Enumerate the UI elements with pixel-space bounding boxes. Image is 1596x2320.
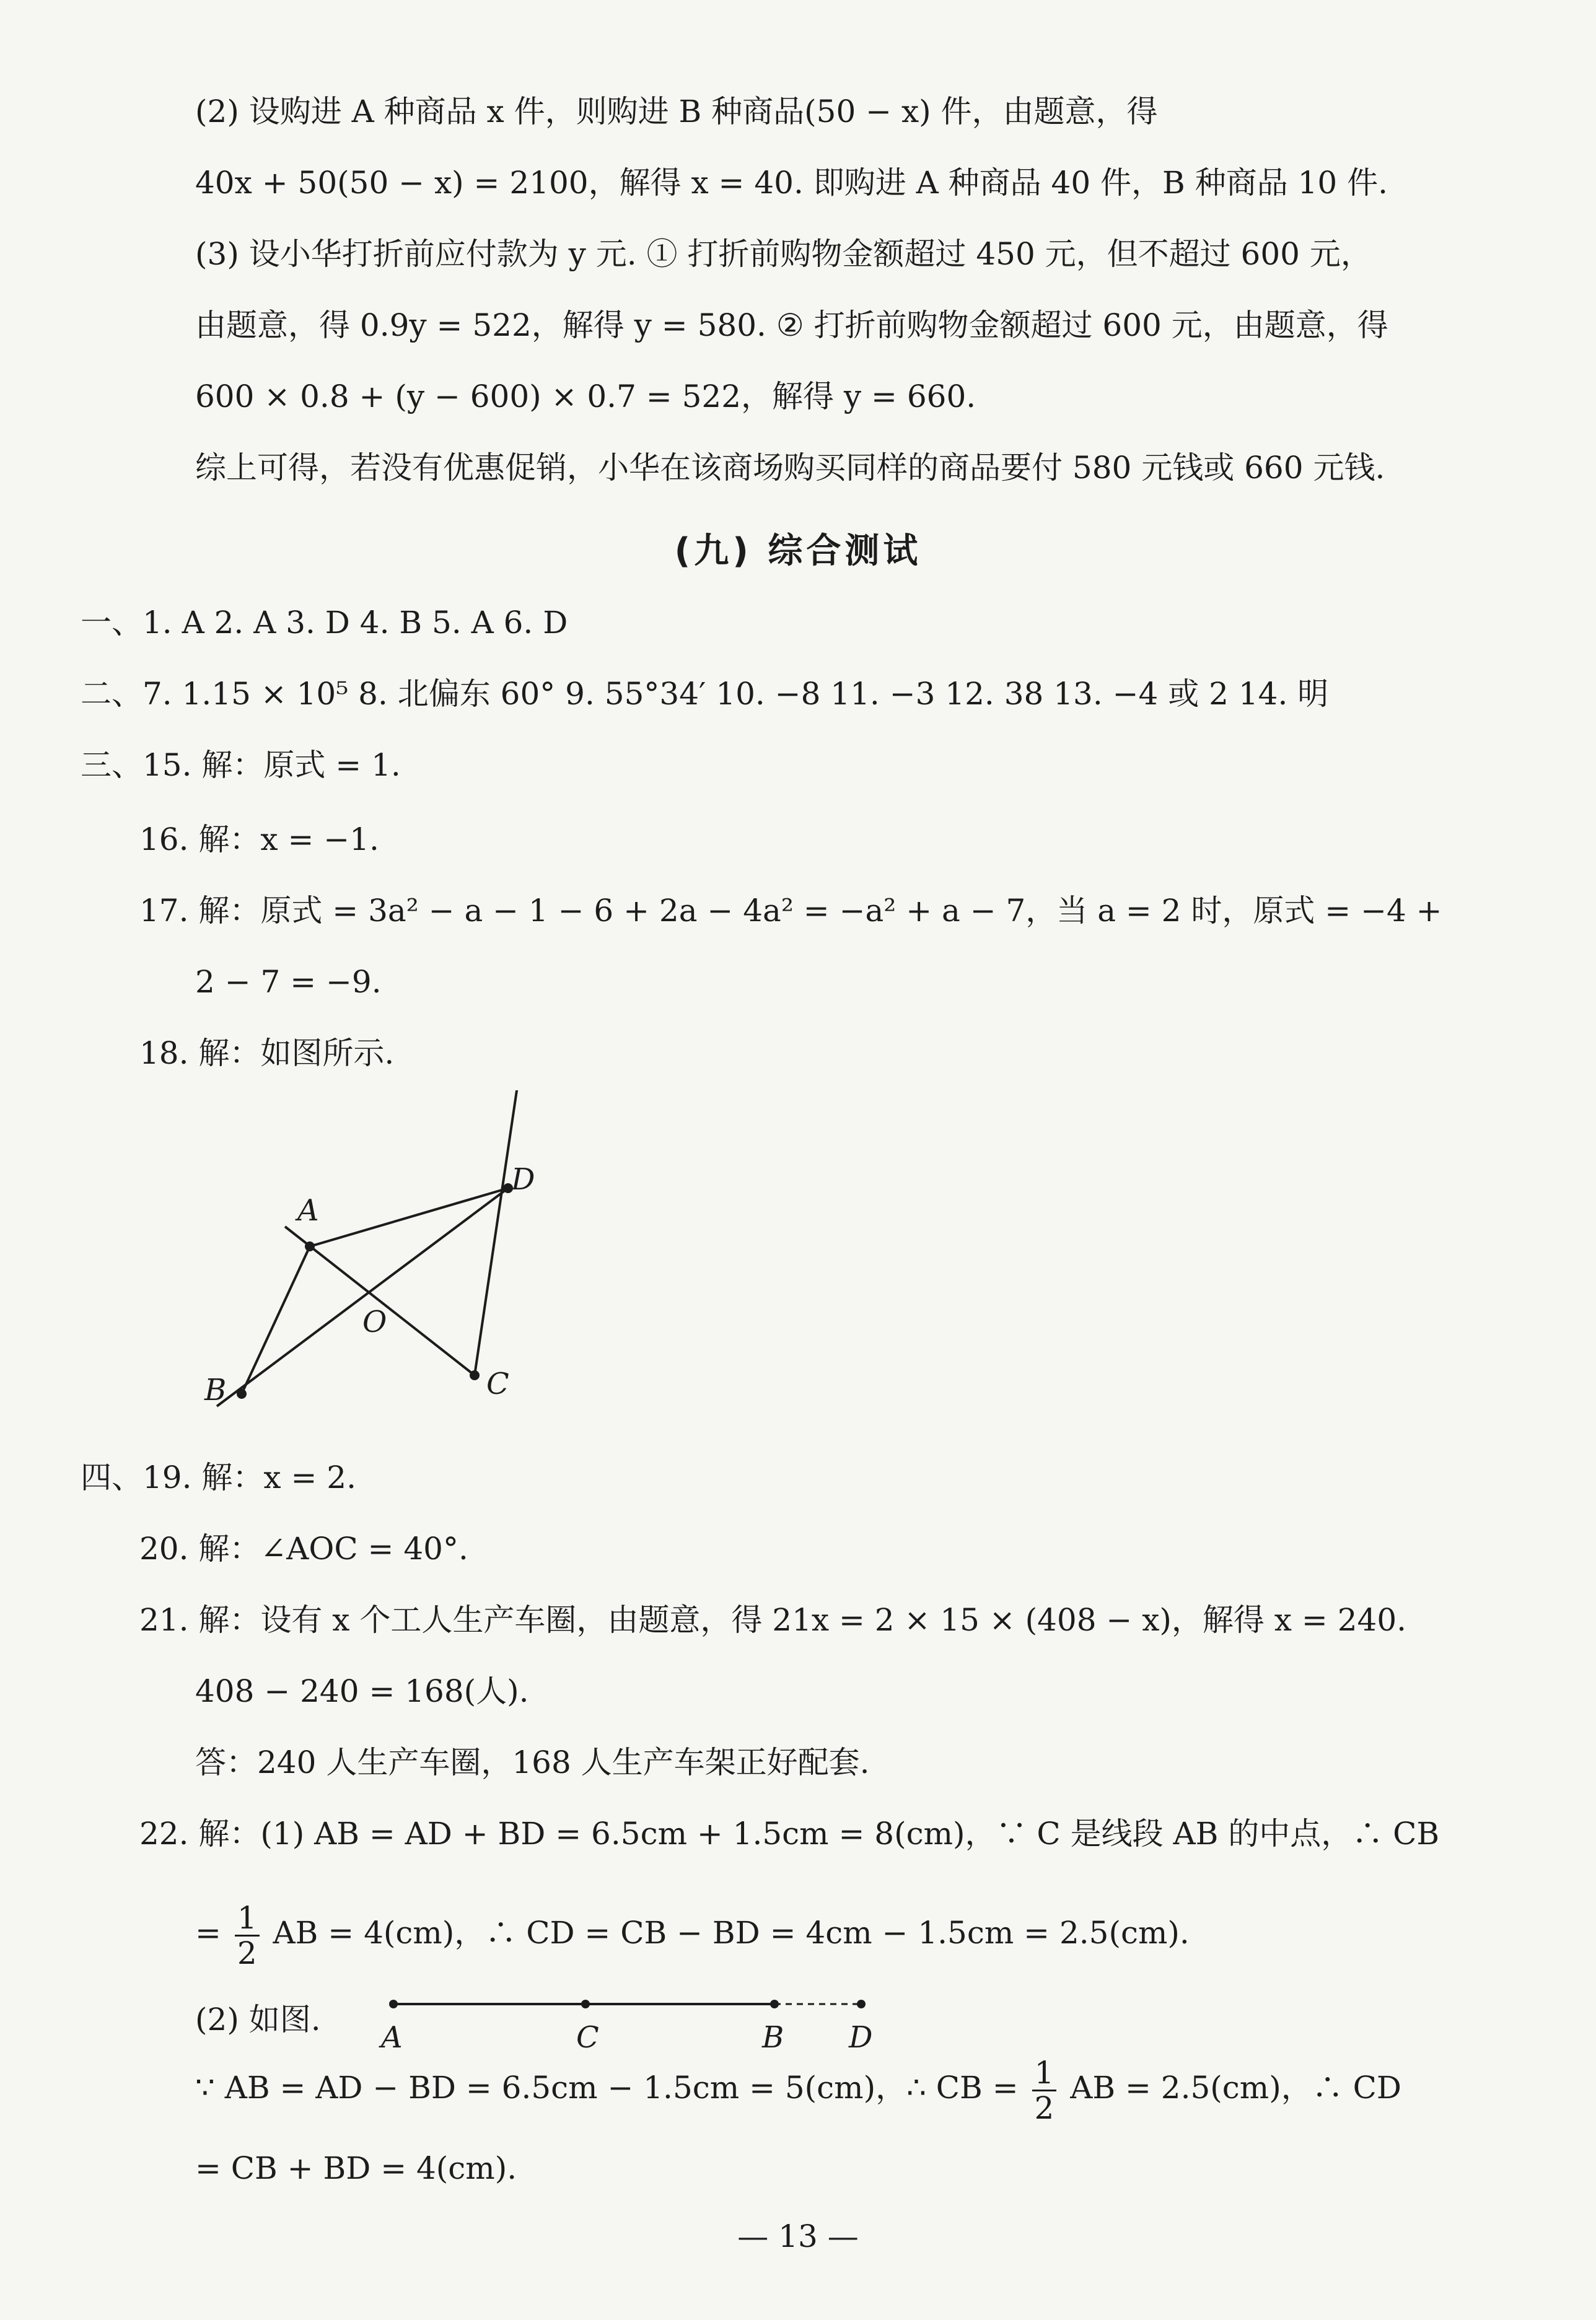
text-line: 答：240 人生产车圈，168 人生产车架正好配套. <box>195 1744 870 1780</box>
label-c: C <box>486 1367 509 1401</box>
text-line: 2 − 7 = −9. <box>195 964 382 1000</box>
fraction-denominator: 2 <box>237 1935 257 1971</box>
text-segment: ∵ AB = AD − BD = 6.5cm − 1.5cm = 5(cm)，∴ CB = <box>195 2070 1019 2106</box>
label-b: B <box>204 1373 227 1407</box>
text-line: (2) 如图. <box>195 2002 321 2038</box>
point-b <box>770 2000 779 2008</box>
equals-sign: = <box>195 1915 221 1951</box>
text-line: 一、1. A 2. A 3. D 4. B 5. A 6. D <box>81 605 568 641</box>
line-bc-ray <box>475 1090 520 1375</box>
text-line: 22. 解：(1) AB = AD + BD = 6.5cm + 1.5cm = 8(cm)，∵ C 是线段 AB 的中点，∴ CB <box>139 1816 1440 1852</box>
point-c <box>470 1370 480 1380</box>
point-a <box>305 1241 315 1251</box>
text-segment: AB = 2.5(cm)，∴ CD <box>1070 2070 1401 2106</box>
text-line: (3) 设小华打折前应付款为 y 元. ① 打折前购物金额超过 450 元，但不超过 600 元， <box>195 236 1372 272</box>
label-a: A <box>297 1193 319 1228</box>
label-d: D <box>511 1162 535 1197</box>
text-line-with-fraction <box>195 1896 1190 1970</box>
text-line: 17. 解：原式 = 3a² − a − 1 − 6 + 2a − 4a² = −a² + a − 7，当 a = 2 时，原式 = −4 + <box>139 893 1442 929</box>
label-o: O <box>362 1305 387 1339</box>
text-line-with-fraction <box>195 2051 1401 2125</box>
point-a <box>389 2000 398 2008</box>
text-line: (2) 设购进 A 种商品 x 件，则购进 B 种商品(50 − x) 件，由题意，得 <box>195 94 1158 129</box>
text-line: = CB + BD = 4(cm). <box>195 2150 517 2186</box>
text-line: 408 − 240 = 168(人). <box>195 1673 529 1709</box>
label-c: C <box>576 2020 599 2055</box>
point-d <box>857 2000 866 2008</box>
text-line: 由题意，得 0.9y = 522，解得 y = 580. ② 打折前购物金额超过 600 元，由题意，得 <box>195 307 1388 343</box>
label-d: D <box>849 2020 873 2055</box>
point-b <box>237 1389 247 1399</box>
label-b: B <box>762 2020 784 2055</box>
fraction-numerator: 1 <box>235 1901 260 1937</box>
text-segment: AB = 4(cm)，∴ CD = CB − BD = 4cm − 1.5cm = 2.5(cm). <box>273 1915 1190 1951</box>
fraction-half <box>235 1901 260 1970</box>
segment-ad <box>310 1188 508 1246</box>
text-line: 18. 解：如图所示. <box>139 1035 395 1071</box>
text-line: 40x + 50(50 − x) = 2100，解得 x = 40. 即购进 A 种商品 40 件，B 种商品 10 件. <box>195 165 1388 201</box>
text-line: 20. 解：∠AOC = 40°. <box>139 1531 468 1567</box>
text-line: 三、15. 解：原式 = 1. <box>81 747 401 783</box>
text-line: 21. 解：设有 x 个工人生产车圈，由题意，得 21x = 2 × 15 × (408 − x)，解得 x = 240. <box>139 1602 1407 1638</box>
fraction-numerator: 1 <box>1032 2056 1057 2091</box>
segment-ba <box>242 1246 310 1394</box>
section-title: (九) 综合测试 <box>674 531 922 571</box>
page-number: — 13 — <box>737 2218 859 2254</box>
label-a: A <box>381 2020 403 2055</box>
text-line: 综上可得，若没有优惠促销，小华在该商场购买同样的商品要付 580 元钱或 660 元钱. <box>195 450 1385 486</box>
point-c <box>581 2000 590 2008</box>
geometry-figure-1 <box>186 1090 620 1431</box>
text-line: 四、19. 解：x = 2. <box>81 1460 356 1495</box>
text-line: 600 × 0.8 + (y − 600) × 0.7 = 522，解得 y = 660. <box>195 379 976 414</box>
fraction-denominator: 2 <box>1034 2090 1054 2126</box>
text-line: 16. 解：x = −1. <box>139 821 379 857</box>
segment-bd-line <box>217 1188 508 1406</box>
text-line: 二、7. 1.15 × 10⁵ 8. 北偏东 60° 9. 55°34′ 10. −8 11. −3 12. 38 13. −4 或 2 14. 明 <box>81 676 1329 712</box>
fraction-half <box>1032 2056 1057 2125</box>
geometry-figure-2 <box>366 1985 892 2060</box>
